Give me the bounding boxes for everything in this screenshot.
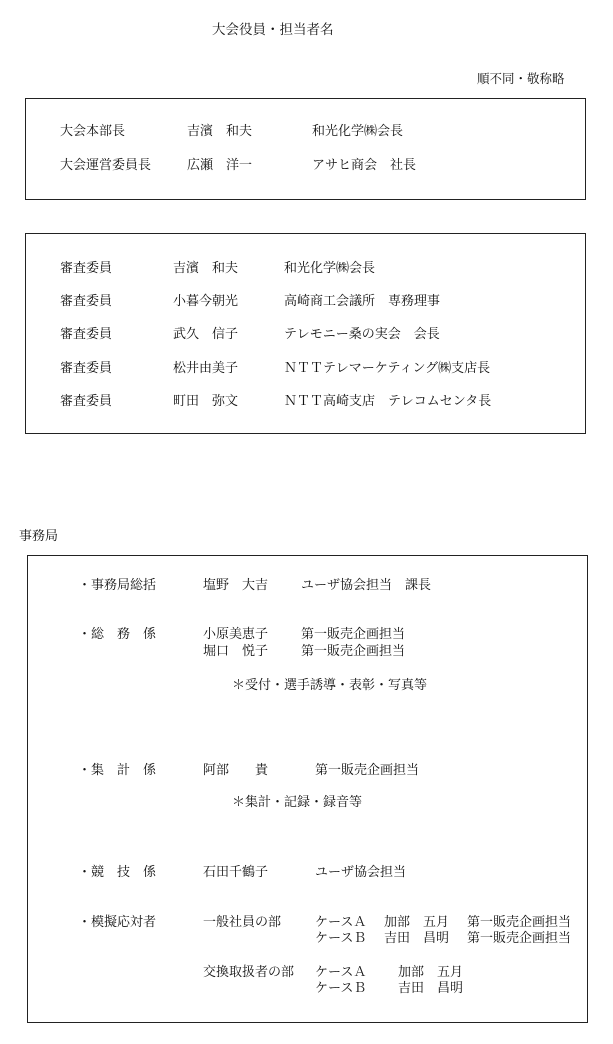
- role-label: 審査委員: [60, 394, 113, 409]
- affiliation: ユーザ協会担当: [315, 865, 407, 880]
- role-label: 審査委員: [60, 327, 113, 342]
- group-label: 交換取扱者の部: [203, 965, 295, 980]
- role-label: 審査委員: [60, 294, 113, 309]
- role-label: 審査委員: [60, 361, 113, 376]
- duties-note: ＊集計・記録・録音等: [232, 795, 363, 810]
- person-name: 吉田 昌明: [384, 931, 450, 946]
- affiliation: 和光化学㈱会長: [312, 124, 404, 139]
- person-name: 加部 五月: [398, 965, 464, 980]
- affiliation: テレモニー桑の実会 会長: [284, 327, 440, 342]
- officials-box: [25, 98, 586, 200]
- group-label: 一般社員の部: [203, 915, 282, 930]
- role-label: 審査委員: [60, 261, 113, 276]
- person-name: 堀口 悦子: [203, 644, 269, 659]
- role-label: ・事務局総括: [78, 578, 157, 593]
- role-label: 大会運営委員長: [60, 158, 152, 173]
- case-label: ケースＡ: [315, 915, 367, 930]
- person-name: 小原美恵子: [203, 627, 269, 642]
- duties-note: ＊受付・選手誘導・表彰・写真等: [232, 678, 428, 693]
- person-name: 武久 信子: [173, 327, 239, 342]
- person-name: 吉田 昌明: [398, 981, 464, 996]
- person-name: 吉濱 和夫: [173, 261, 239, 276]
- affiliation: ＮＴＴ高崎支店 テレコムセンタ長: [284, 394, 492, 409]
- note-honorifics: 順不同・敬称略: [477, 71, 565, 86]
- person-name: 広瀬 洋一: [187, 158, 253, 173]
- page-title: 大会役員・担当者名: [212, 22, 334, 38]
- person-name: 石田千鶴子: [203, 865, 269, 880]
- affiliation: 第一販売企画担当: [467, 931, 572, 946]
- case-label: ケースＡ: [315, 965, 367, 980]
- affiliation: 第一販売企画担当: [301, 627, 406, 642]
- role-label: ・模擬応対者: [78, 915, 157, 930]
- affiliation: アサヒ商会 社長: [312, 158, 417, 173]
- person-name: 阿部 貴: [203, 763, 269, 778]
- person-name: 吉濱 和夫: [187, 124, 253, 139]
- affiliation: ユーザ協会担当 課長: [301, 578, 432, 593]
- case-label: ケースＢ: [315, 931, 367, 946]
- case-label: ケースＢ: [315, 981, 367, 996]
- role-label: 大会本部長: [60, 124, 126, 139]
- affiliation: 和光化学㈱会長: [284, 261, 376, 276]
- person-name: 町田 弥文: [173, 394, 239, 409]
- affiliation: 第一販売企画担当: [315, 763, 420, 778]
- affiliation: 第一販売企画担当: [467, 915, 572, 930]
- role-label: ・競 技 係: [78, 865, 157, 880]
- person-name: 松井由美子: [173, 361, 239, 376]
- affiliation: 第一販売企画担当: [301, 644, 406, 659]
- role-label: ・集 計 係: [78, 763, 157, 778]
- secretariat-box: [27, 555, 588, 1023]
- section-heading-secretariat: 事務局: [19, 529, 59, 544]
- person-name: 小暮今朝光: [173, 294, 239, 309]
- affiliation: ＮＴＴテレマーケティング㈱支店長: [284, 361, 491, 376]
- affiliation: 高崎商工会議所 専務理事: [284, 294, 441, 309]
- role-label: ・総 務 係: [78, 627, 157, 642]
- person-name: 塩野 大吉: [203, 578, 269, 593]
- person-name: 加部 五月: [384, 915, 450, 930]
